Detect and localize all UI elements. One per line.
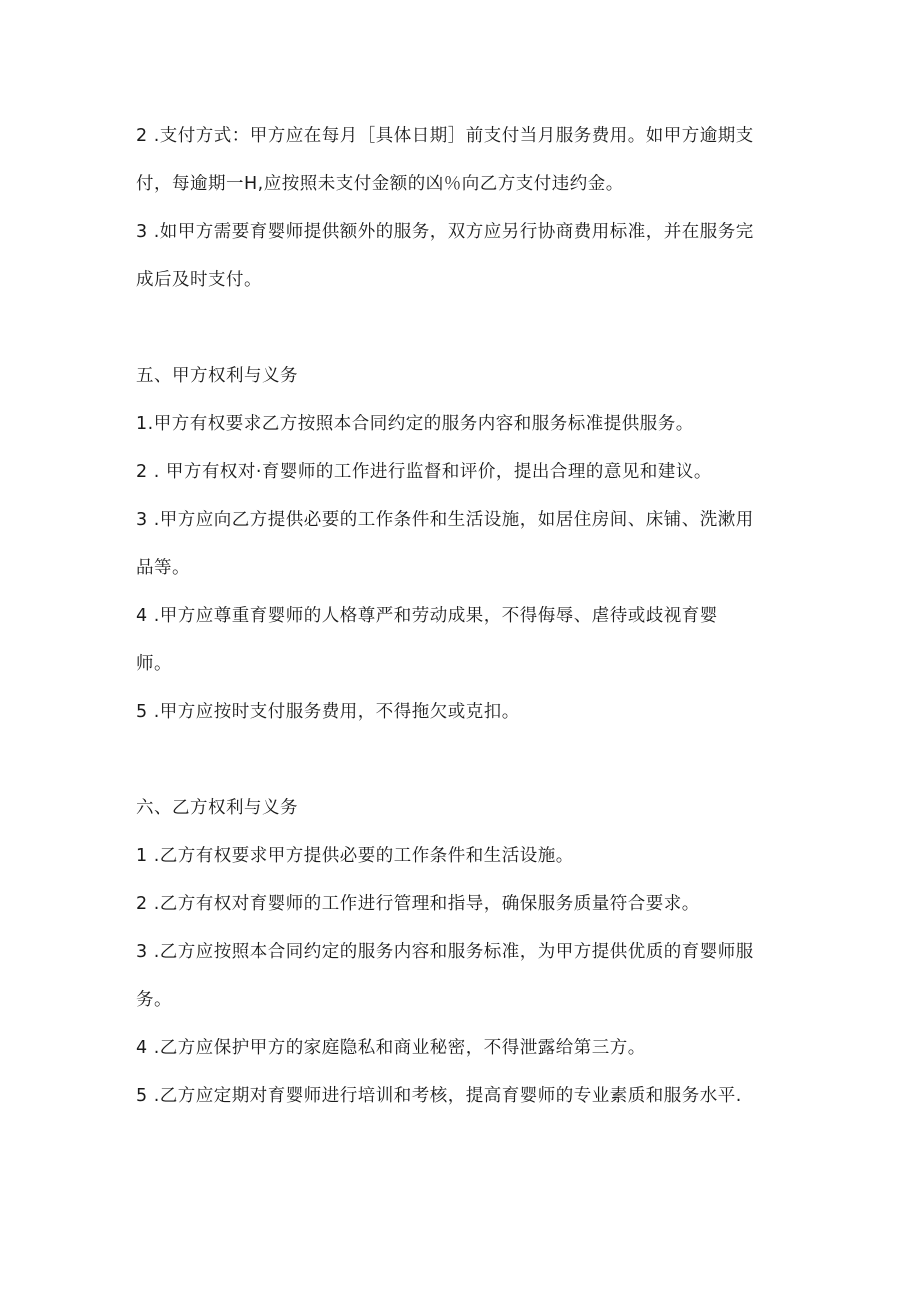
section-5-item-5: 5 .甲方应按时支付服务费用，不得拖欠或克扣。 bbox=[136, 702, 520, 722]
payment-method-line-1: 2 .支付方式：甲方应在每月［具体日期］前支付当月服务费用。如甲方逾期支 bbox=[136, 126, 754, 146]
section-6-item-5: 5 .乙方应定期对育婴师进行培训和考核，提高育婴师的专业素质和服务水平. bbox=[136, 1086, 742, 1106]
section-6-item-1: 1 .乙方有权要求甲方提供必要的工作条件和生活设施。 bbox=[136, 846, 574, 866]
extra-service-line-2: 成后及时支付。 bbox=[136, 270, 262, 290]
payment-method-line-2: 付，每逾期一H,应按照未支付金额的凶％向乙方支付违约金。 bbox=[136, 174, 624, 194]
section-5-item-4-line-1: 4 .甲方应尊重育婴师的人格尊严和劳动成果，不得侮辱、虐待或歧视育婴 bbox=[136, 606, 718, 626]
section-6-heading: 六、乙方权利与义务 bbox=[136, 798, 298, 818]
section-5-item-2: 2 . 甲方有权对·育婴师的工作进行监督和评价，提出合理的意见和建议。 bbox=[136, 462, 712, 482]
section-5-item-3-line-2: 品等。 bbox=[136, 558, 190, 578]
section-5-item-3-line-1: 3 .甲方应向乙方提供必要的工作条件和生活设施，如居住房间、床铺、洗漱用 bbox=[136, 510, 754, 530]
section-6-item-2: 2 .乙方有权对育婴师的工作进行管理和指导，确保服务质量符合要求。 bbox=[136, 894, 700, 914]
extra-service-line-1: 3 .如甲方需要育婴师提供额外的服务，双方应另行协商费用标准，并在服务完 bbox=[136, 222, 754, 242]
section-6-item-3-line-1: 3 .乙方应按照本合同约定的服务内容和服务标准，为甲方提供优质的育婴师服 bbox=[136, 942, 754, 962]
section-5-item-4-line-2: 师。 bbox=[136, 654, 172, 674]
section-5-item-1: 1.甲方有权要求乙方按照本合同约定的服务内容和服务标准提供服务。 bbox=[136, 414, 694, 434]
section-6-item-3-line-2: 务。 bbox=[136, 990, 172, 1010]
section-5-heading: 五、甲方权利与义务 bbox=[136, 366, 298, 386]
section-6-item-4: 4 .乙方应保护甲方的家庭隐私和商业秘密，不得泄露给第三方。 bbox=[136, 1038, 646, 1058]
